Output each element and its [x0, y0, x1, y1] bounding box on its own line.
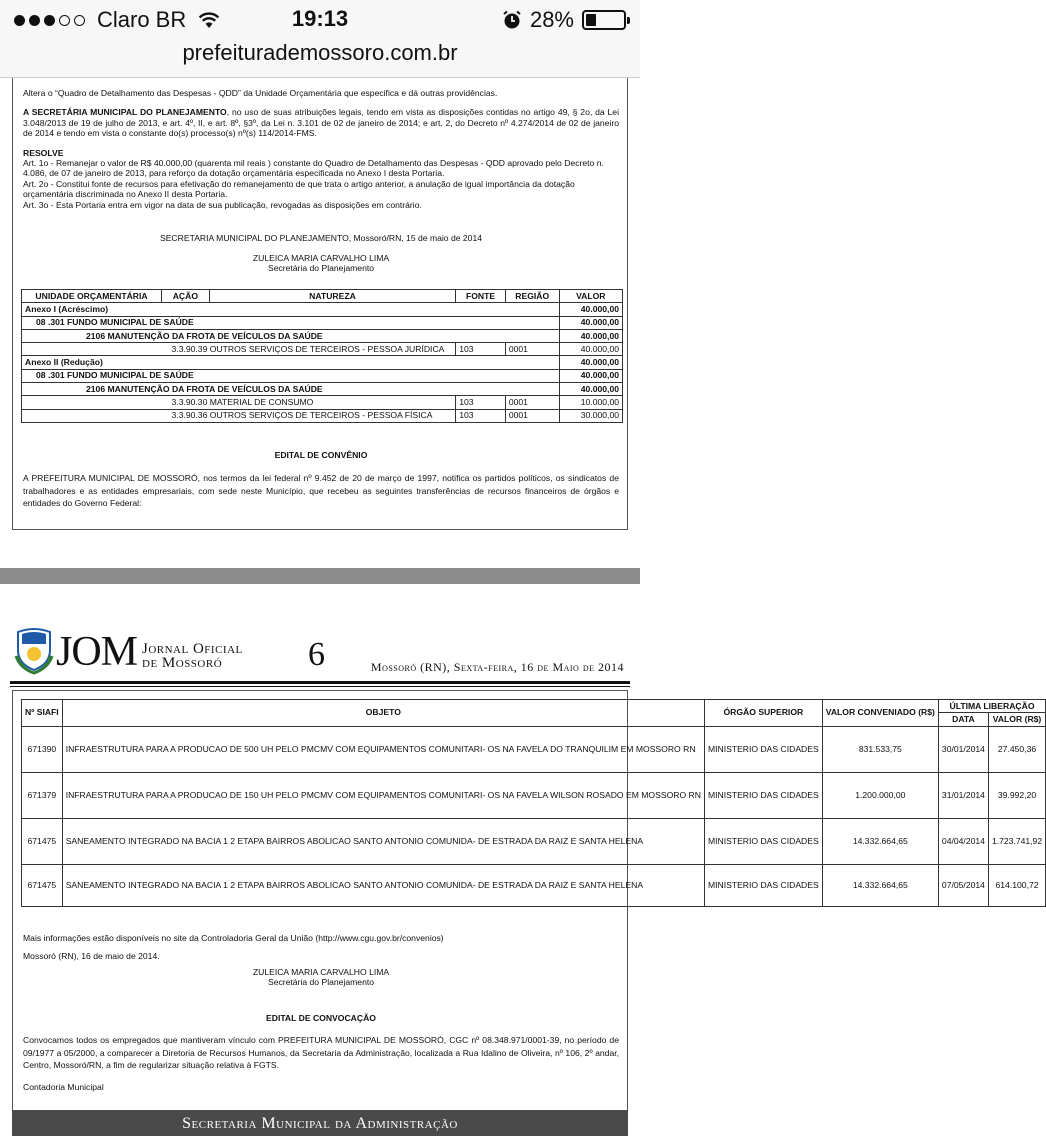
battery-level	[586, 14, 596, 26]
orgao-cell: MINISTERIO DAS CIDADES	[704, 772, 822, 818]
masthead-rule-thin	[10, 686, 630, 687]
fonte-cell: 103	[456, 343, 506, 356]
valor-conveniado-cell: 14.332.664,65	[822, 864, 938, 906]
col-header: UNIDADE ORÇAMENTÁRIA	[22, 290, 162, 303]
anexo-label: Anexo II (Redução)	[22, 356, 560, 369]
signer-role: Secretária do Planejamento	[267, 263, 375, 273]
table-row	[22, 726, 1046, 772]
table-row	[22, 383, 623, 396]
data-cell: 04/04/2014	[938, 818, 988, 864]
valor-conveniado-cell: 14.332.664,65	[822, 818, 938, 864]
objeto-cell: INFRAESTRUTURA PARA A PRODUCAO DE 150 UH PELO PMCMV COM EQUIPAMENTOS COMUNITARI- OS NA FAVELA WILSON ROSADO EM MOSSORO RN	[62, 772, 704, 818]
value-cell: 40.000,00	[559, 316, 622, 329]
masthead-line-1: Jornal Oficial	[142, 641, 243, 657]
value-cell: 40.000,00	[559, 303, 622, 316]
edital-convenio-text: A PREFEITURA MUNICIPAL DE MOSSORÓ, nos termos da lei federal nº 9.452 de 20 de março de 1997, notifica os partidos políticos, os sindicatos de trabalhadores e as entidades empresariais, com sede neste Município, que recebeu as seguintes transferências de recursos financeiros de órgãos e entidades do Governo Federal:	[23, 473, 619, 509]
table-row	[22, 329, 623, 342]
value-cell: 40.000,00	[559, 383, 622, 396]
signer-name-2: ZULEICA MARIA CARVALHO LIMA	[252, 967, 390, 977]
mossoro-crest-icon	[14, 626, 54, 674]
regiao-cell: 0001	[505, 409, 559, 422]
section-band-title: Secretaria Municipal da Administração	[182, 1115, 458, 1132]
secretaria-text: , no uso de suas atribuições legais, tendo em vista as disposições contidas no artigo 49, § 2o, da Lei 3.048/2013 de 19 de julho de 2013, e art. 4º, II, e art. 8º, §3º, da Lei n. 3.101 de 02 de janeiro de 2014; e art. 2, do Decreto nº 4.274/2014 de 02 de janeiro de 2014 e tendo em vista o constante do(s) processo(s) nº(s) 114/2014-FMS.	[23, 107, 619, 139]
signer-role-2: Secretária do Planejamento	[267, 977, 375, 987]
fonte-cell: 103	[456, 396, 506, 409]
fonte-cell: 103	[456, 409, 506, 422]
col-header: NATUREZA	[209, 290, 456, 303]
convenios-table	[21, 699, 1046, 907]
empty-cell	[22, 409, 162, 422]
resolve-block	[23, 148, 619, 210]
col-header-valor-conveniado: VALOR CONVENIADO (R$)	[822, 700, 938, 727]
place-date-2: Mossoró (RN), 16 de maio de 2014.	[23, 951, 160, 962]
natureza-cell: 3.3.90.39 OUTROS SERVIÇOS DE TERCEIROS - PESSOA JURÍDICA	[162, 343, 456, 356]
col-header-objeto: OBJETO	[62, 700, 704, 727]
valor-cell: 39.992,20	[988, 772, 1045, 818]
value-cell: 30.000,00	[559, 409, 622, 422]
fundo-label: 08 .301 FUNDO MUNICIPAL DE SAÚDE	[22, 316, 560, 329]
contadoria-signature: Contadoria Municipal	[23, 1082, 104, 1092]
document-page-1	[12, 78, 628, 530]
url-text[interactable]: prefeiturademossoro.com.br	[182, 40, 458, 65]
table-row	[22, 772, 1046, 818]
address-bar[interactable]	[0, 40, 640, 78]
value-cell: 40.000,00	[559, 369, 622, 382]
valor-conveniado-cell: 831.533,75	[822, 726, 938, 772]
masthead-letters: JOM	[56, 629, 138, 675]
valor-cell: 1.723.741,92	[988, 818, 1045, 864]
valor-conveniado-cell: 1.200.000,00	[822, 772, 938, 818]
page-separator	[0, 568, 640, 584]
valor-cell: 614.100,72	[988, 864, 1045, 906]
place-date: SECRETARIA MUNICIPAL DO PLANEJAMENTO, Mossoró/RN, 15 de maio de 2014	[159, 233, 483, 243]
data-cell: 31/01/2014	[938, 772, 988, 818]
table-row	[22, 396, 623, 409]
article-2: Art. 2o - Constitui fonte de recursos para efetivação do remanejamento de que trata o artigo anterior, a anulação de igual importância da dotação orçamentária discriminada no Anexo II desta Portaria.	[23, 178, 575, 200]
edital-convocacao-text: Convocamos todos os empregados que mantiveram vínculo com PREFEITURA MUNICIPAL DE MOSSORÓ, CGC nº 08.348.971/0001-39, no período de 09/1977 a 05/2000, a comparecer a Diretoria de Recursos Humanos, da Secretaria da Administração, localizada a Rua Idalino de Oliveira, nº 106, 2º andar, Centro, Mossoró/RN, a fim de regularizar situação relativa à FGTS.	[23, 1035, 619, 1071]
data-cell: 07/05/2014	[938, 864, 988, 906]
table-row	[22, 343, 623, 356]
secretaria-bold: A SECRETÁRIA MUNICIPAL DO PLANEJAMENTO	[23, 107, 227, 118]
col-header-data: DATA	[938, 713, 988, 726]
natureza-cell: 3.3.90.36 OUTROS SERVIÇOS DE TERCEIROS - PESSOA FÍSICA	[162, 409, 456, 422]
table-row	[22, 818, 1046, 864]
regiao-cell: 0001	[505, 396, 559, 409]
masthead-title	[142, 642, 243, 670]
anexo-label: Anexo I (Acréscimo)	[22, 303, 560, 316]
fundo-label: 08 .301 FUNDO MUNICIPAL DE SAÚDE	[22, 369, 560, 382]
valor-cell: 27.450,36	[988, 726, 1045, 772]
col-header: FONTE	[456, 290, 506, 303]
qdd-table	[21, 289, 623, 423]
orgao-cell: MINISTERIO DAS CIDADES	[704, 864, 822, 906]
value-cell: 10.000,00	[559, 396, 622, 409]
edital-convocacao-title: EDITAL DE CONVOCAÇÃO	[266, 1013, 376, 1023]
empty-cell	[22, 396, 162, 409]
objeto-cell: SANEAMENTO INTEGRADO NA BACIA 1 2 ETAPA BAIRROS ABOLICAO SANTO ANTONIO COMUNIDA- DE ESTRADA DA RAIZ E SANTA HELENA	[62, 818, 704, 864]
signature-block-2	[23, 967, 619, 987]
empty-cell	[22, 343, 162, 356]
table-row	[22, 316, 623, 329]
col-header: AÇÃO	[162, 290, 210, 303]
masthead-line-2: de Mossoró	[142, 655, 223, 671]
article-3: Art. 3o - Esta Portaria entra em vigor na data de sua publicação, revogadas as disposições em contrário.	[23, 199, 422, 210]
battery-tip	[627, 17, 630, 24]
masthead-rule	[10, 681, 630, 684]
status-bar	[0, 0, 640, 40]
dateline: Mossoró (RN), Sexta-feira, 16 de Maio de 2014	[370, 660, 624, 674]
natureza-cell: 3.3.90.30 MATERIAL DE CONSUMO	[162, 396, 456, 409]
table-header-row	[22, 700, 1046, 713]
edital-convenio-title: EDITAL DE CONVÊNIO	[274, 450, 368, 460]
regiao-cell: 0001	[505, 343, 559, 356]
signer-name: ZULEICA MARIA CARVALHO LIMA	[252, 253, 390, 263]
table-row	[22, 409, 623, 422]
objeto-cell: SANEAMENTO INTEGRADO NA BACIA 1 2 ETAPA BAIRROS ABOLICAO SANTO ANTONIO COMUNIDA- DE ESTRADA DA RAIZ E SANTA HELENA	[62, 864, 704, 906]
col-header: VALOR	[559, 290, 622, 303]
data-cell: 30/01/2014	[938, 726, 988, 772]
value-cell: 40.000,00	[559, 329, 622, 342]
battery-icon	[582, 10, 626, 30]
col-header: REGIÃO	[505, 290, 559, 303]
secretaria-paragraph	[23, 107, 619, 138]
carrier-name: Claro BR	[97, 7, 187, 32]
article-1: Art. 1o - Remanejar o valor de R$ 40.000,00 (quarenta mil reais ) constante do Quadro de Detalhamento das Despesas - QDD aprovado pelo Decreto n. 4.086, de 07 de janeiro de 2013, para reforço da dotação orçamentária especificada no Anexo I desta Portaria.	[23, 158, 604, 179]
col-header-orgao: ÓRGÃO SUPERIOR	[704, 700, 822, 727]
siafi-cell: 671475	[22, 818, 63, 864]
resolve-heading: RESOLVE	[23, 147, 64, 158]
value-cell: 40.000,00	[559, 356, 622, 369]
siafi-cell: 671475	[22, 864, 63, 906]
intro-paragraph: Altera o “Quadro de Detalhamento das Despesas - QDD” da Unidade Orçamentária que especifica e dá outras providências.	[23, 88, 498, 98]
mais-informacoes: Mais informações estão disponíveis no site da Controladoria Geral da União (http://www.cgu.gov.br/convenios)	[23, 933, 444, 943]
battery-group	[502, 7, 626, 33]
siafi-cell: 671390	[22, 726, 63, 772]
orgao-cell: MINISTERIO DAS CIDADES	[704, 726, 822, 772]
document-page-2	[12, 690, 1043, 1110]
masthead	[0, 622, 640, 684]
col-header-valor: VALOR (R$)	[988, 713, 1045, 726]
value-cell: 40.000,00	[559, 343, 622, 356]
siafi-cell: 671379	[22, 772, 63, 818]
table-row	[22, 303, 623, 316]
alarm-clock-icon	[502, 10, 522, 30]
portaria-text	[23, 88, 619, 210]
info-lines	[23, 933, 619, 970]
signature-block-1	[23, 233, 619, 273]
table-row	[22, 864, 1046, 906]
battery-percent: 28%	[529, 7, 574, 32]
section-band	[12, 1110, 628, 1136]
page-number: 6	[308, 636, 325, 673]
col-header-ultima-liberacao: ÚLTIMA LIBERAÇÃO	[938, 700, 1045, 713]
table-row	[22, 356, 623, 369]
objeto-cell: INFRAESTRUTURA PARA A PRODUCAO DE 500 UH PELO PMCMV COM EQUIPAMENTOS COMUNITARI- OS NA FAVELA DO TRANQUILIM EM MOSSORO RN	[62, 726, 704, 772]
col-header-siafi: Nº SIAFI	[22, 700, 63, 727]
clock: 19:13	[291, 6, 349, 31]
table-header-row	[22, 290, 623, 303]
acao-label: 2106 MANUTENÇÃO DA FROTA DE VEÍCULOS DA SAÚDE	[22, 383, 560, 396]
table-row	[22, 369, 623, 382]
orgao-cell: MINISTERIO DAS CIDADES	[704, 818, 822, 864]
acao-label: 2106 MANUTENÇÃO DA FROTA DE VEÍCULOS DA SAÚDE	[22, 329, 560, 342]
